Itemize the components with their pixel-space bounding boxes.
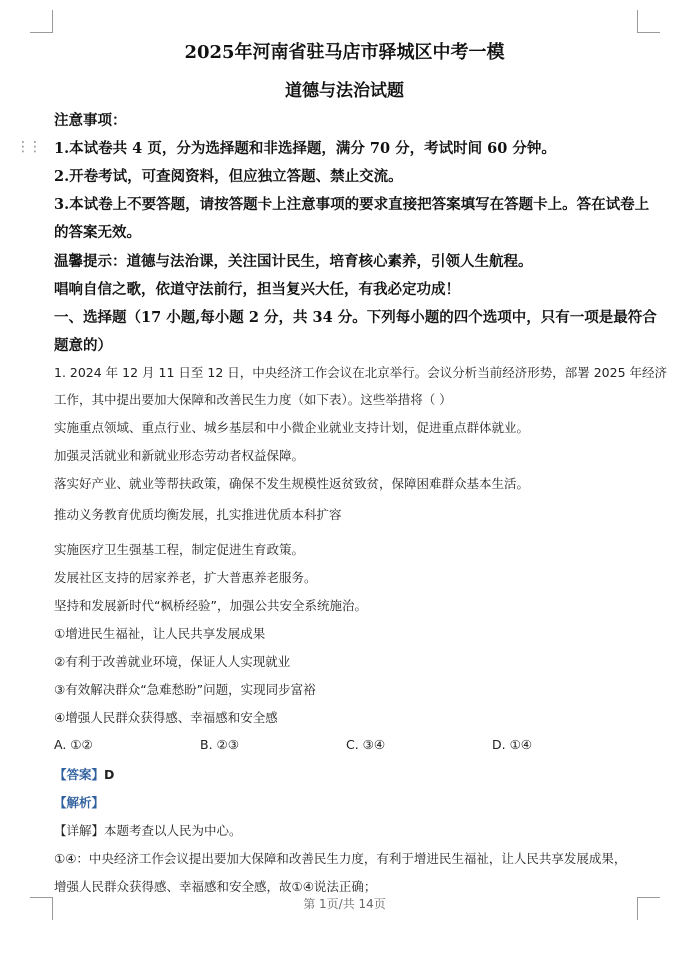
notice-item: 3.本试卷上不要答题，请按答题卡上注意事项的要求直接把答案填写在答题卡上。答在试卷上 [54,196,650,213]
option-d: D. ①④ [492,737,532,752]
section-heading: 题意的） [54,337,112,354]
table-row: 推动义务教育优质均衡发展，扎实推进优质本科扩容 [54,507,342,522]
analysis-tag: 【解析】 [54,795,105,810]
detail-tag: 【详解】 [54,823,105,838]
drag-handle-icon[interactable]: ⋮⋮ [16,139,40,155]
analysis-line [54,793,644,811]
table-row: 实施重点领域、重点行业、城乡基层和中小微企业就业支持计划，促进重点群体就业。 [54,420,530,435]
document-subtitle: 道德与法治试题 [285,81,404,101]
tip-line: 温馨提示：道德与法治课，关注国计民生，培育核心素养，引领人生航程。 [54,253,533,270]
statement-item: ③有效解决群众“急难愁盼”问题，实现同步富裕 [54,682,316,697]
explanation-line: ①④：中央经济工作会议提出要加大保障和改善民生力度，有利于增进民生福祉，让人民共享发展成果， [54,851,627,866]
detail-line [54,821,644,839]
option-a: A. ①② [54,737,93,752]
table-row: 落实好产业、就业等帮扶政策，确保不发生规模性返贫致贫，保障困难群众基本生活。 [54,476,530,491]
page-footer: 第 1页/共 14页 [303,897,386,911]
answer-line [54,765,644,783]
notice-heading: 注意事项： [54,112,127,129]
statement-item: ②有利于改善就业环境，保证人人实现就业 [54,654,291,669]
statement-item: ①增进民生福祉，让人民共享发展成果 [54,626,266,641]
option-c: C. ③④ [346,737,386,752]
answer-value: D [104,767,115,782]
table-row: 实施医疗卫生强基工程，制定促进生育政策。 [54,542,305,557]
table-row: 坚持和发展新时代“枫桥经验”，加强公共安全系统施治。 [54,598,367,613]
notice-item: 2.开卷考试，可查阅资料，但应独立答题、禁止交流。 [54,168,403,185]
section-heading: 一、选择题（17 小题,每小题 2 分，共 34 分。下列每小题的四个选项中，只有一项是最符合 [54,309,657,326]
document-title: 2025年河南省驻马店市驿城区中考一模 [184,42,505,63]
tip-line: 唱响自信之歌，依道守法前行，担当复兴大任，有我必定功成！ [54,281,460,298]
question-line: 1. 2024 年 12 月 11 日至 12 日，中央经济工作会议在北京举行。会议分析当前经济形势，部署 2025 年经济 [54,365,668,380]
crop-mark-top-right [637,10,660,33]
statement-item: ④增强人民群众获得感、幸福感和安全感 [54,710,278,725]
option-b: B. ②③ [200,737,239,752]
question-line: 工作，其中提出要加大保障和改善民生力度（如下表）。这些举措将（ ） [54,392,452,407]
notice-item: 1.本试卷共 4 页，分为选择题和非选择题，满分 70 分，考试时间 60 分钟。 [54,140,556,157]
table-row: 加强灵活就业和新就业形态劳动者权益保障。 [54,448,305,463]
crop-mark-top-left [30,10,53,33]
explanation-line: 增强人民群众获得感、幸福感和安全感，故①④说法正确； [54,879,377,894]
answer-tag: 【答案】 [54,767,105,782]
notice-item: 的答案无效。 [54,224,141,241]
table-row: 发展社区支持的居家养老，扩大普惠养老服务。 [54,570,317,585]
detail-text: 本题考查以人民为中心。 [104,823,242,838]
